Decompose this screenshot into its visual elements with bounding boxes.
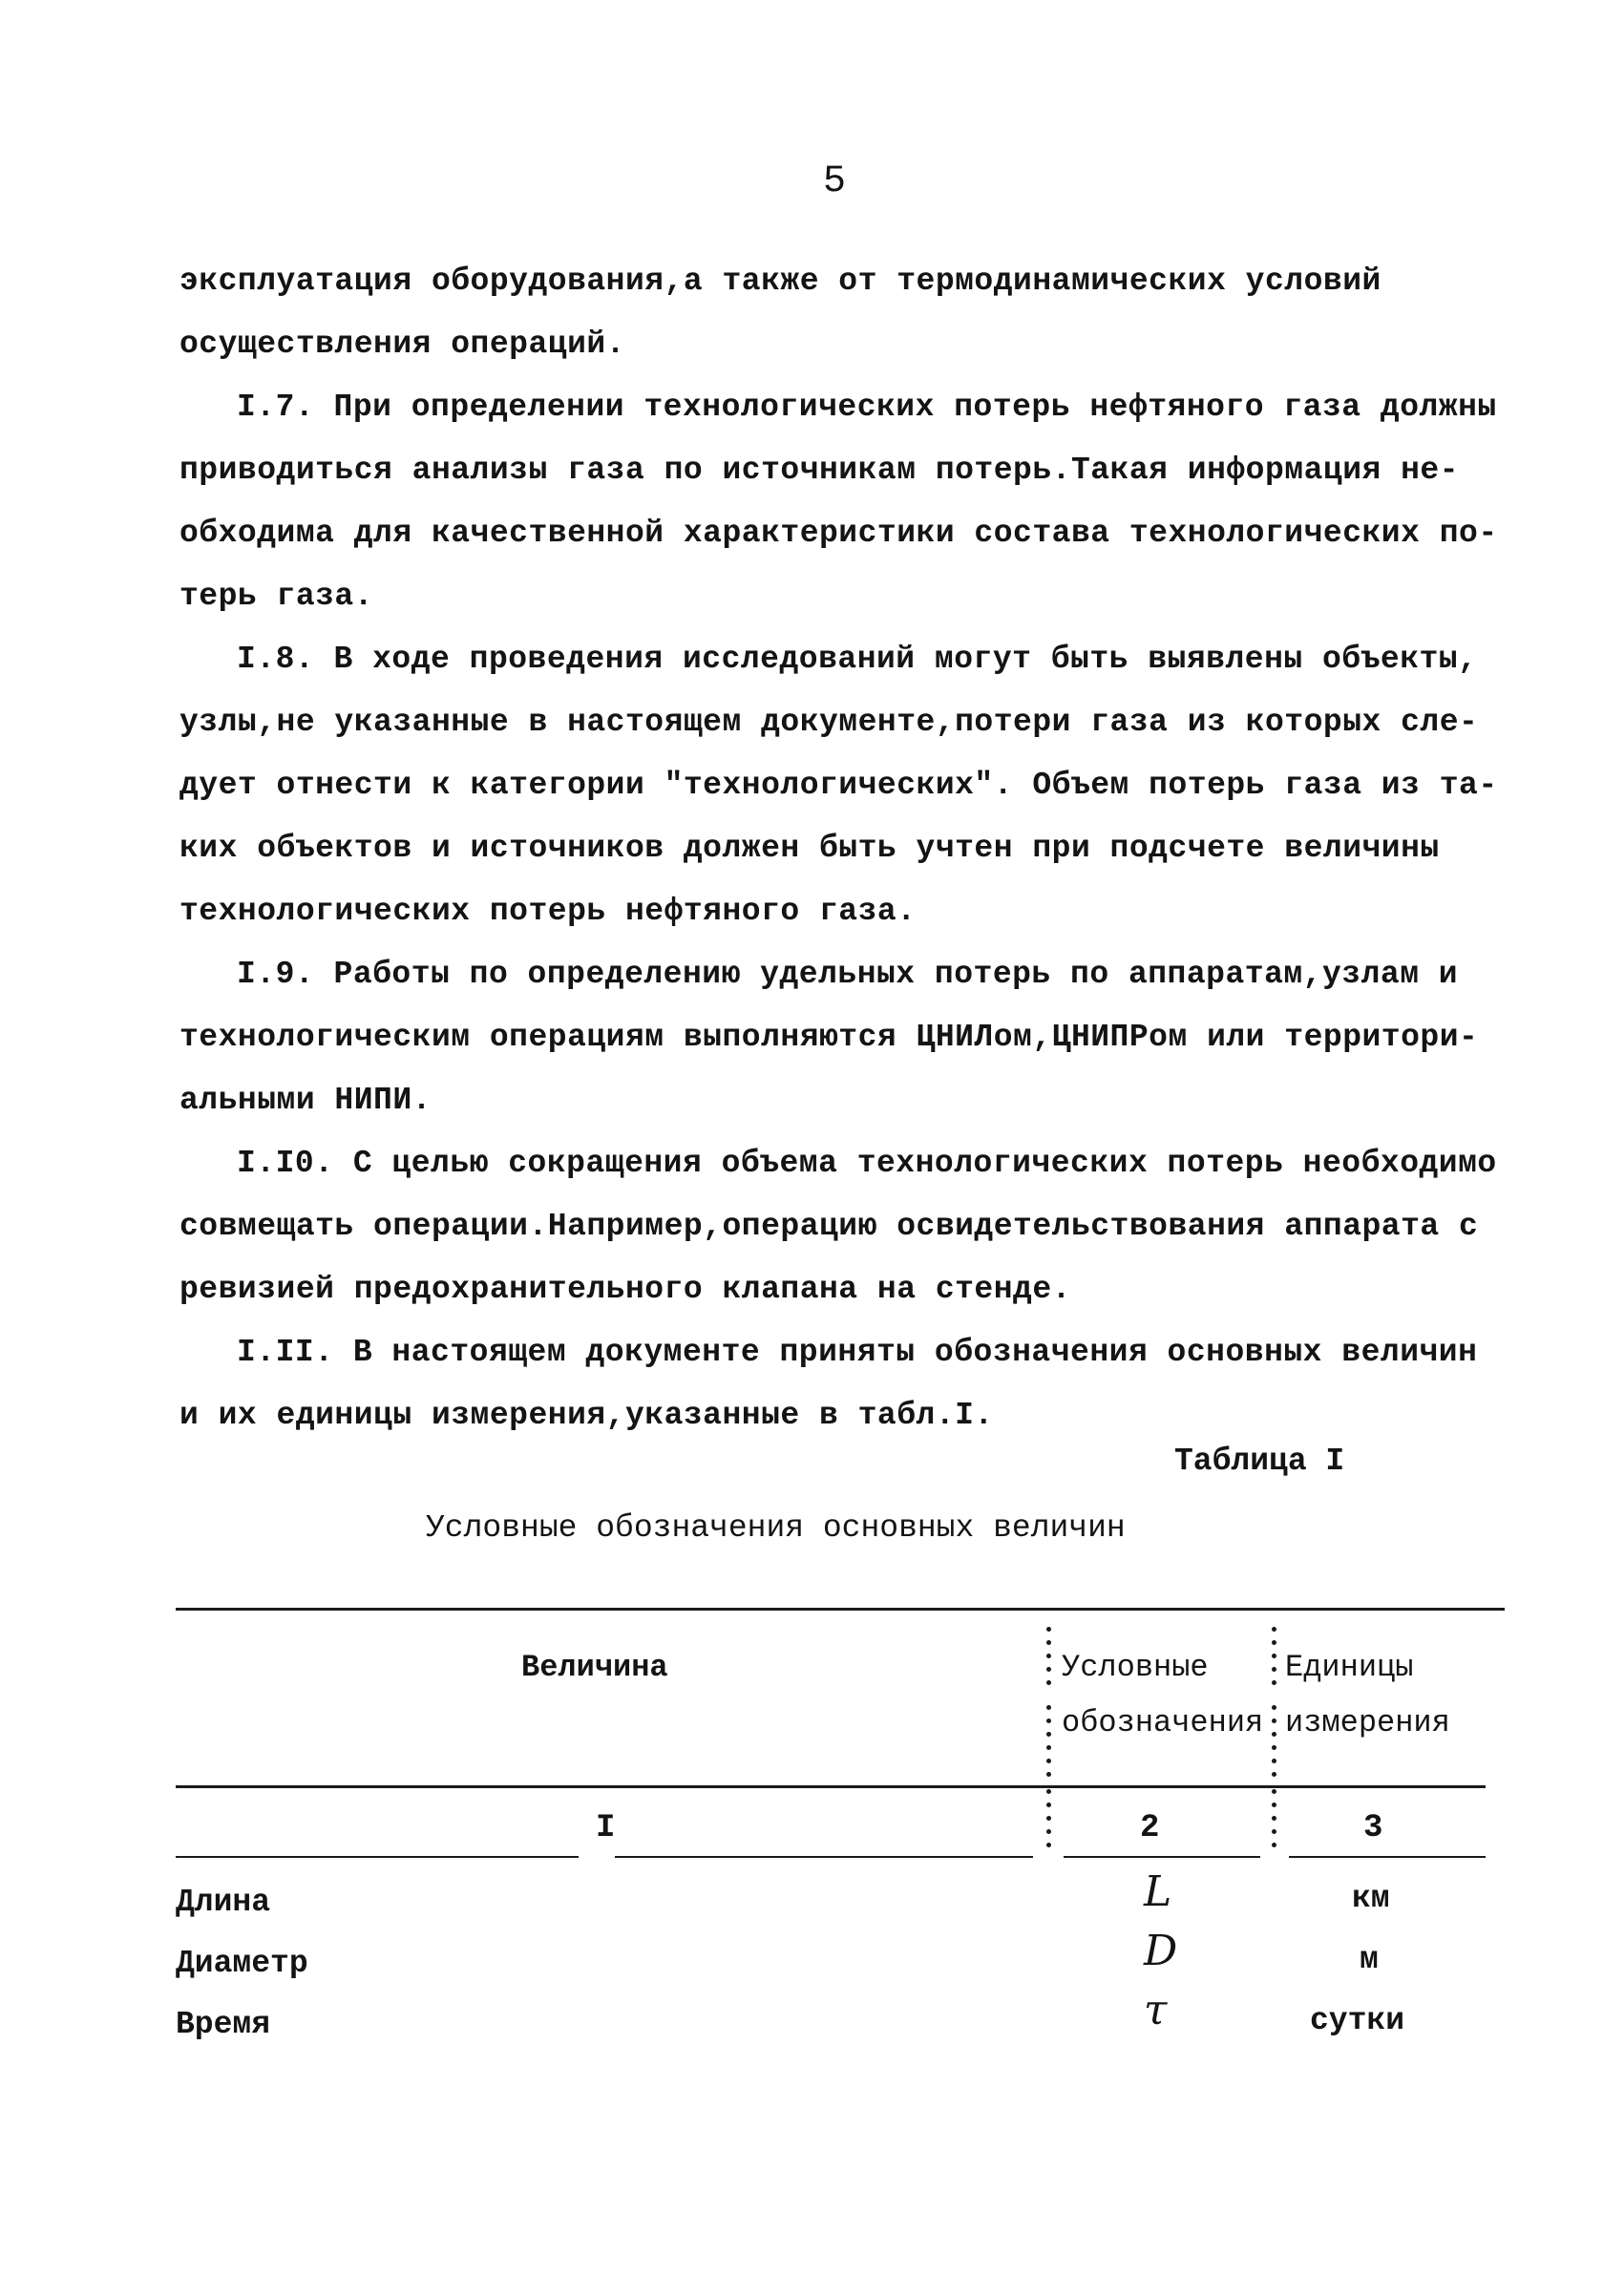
text-line: совмещать операции.Например,операцию освидетельствования аппарата с — [179, 1209, 1479, 1244]
column-separator — [1272, 1789, 1277, 1856]
text-line: I.II. В настоящем документе приняты обозначения основных величин — [237, 1335, 1478, 1370]
column-number-rule — [1064, 1856, 1260, 1858]
table-row-symbol: D — [1144, 1927, 1178, 1975]
table-row-name: Длина — [176, 1885, 271, 1920]
page-number: 5 — [823, 160, 847, 203]
text-line: I.9. Работы по определению удельных потерь по аппаратам,узлам и — [237, 957, 1459, 992]
table-row-symbol: τ — [1144, 1986, 1168, 2035]
table-row-unit: м — [1360, 1942, 1379, 1977]
table-row-symbol: L — [1144, 1867, 1172, 1916]
paragraph — [179, 250, 1497, 376]
paragraph — [179, 1321, 1497, 1447]
table-row-name: Время — [176, 2007, 271, 2042]
text-line: эксплуатация оборудования,а также от термодинамических условий — [179, 264, 1381, 299]
column-separator — [1272, 1627, 1277, 1694]
header-symbol-line2: обозначения — [1062, 1705, 1264, 1740]
units-table — [176, 1608, 1512, 2066]
text-line: дует отнести к категории "технологических". Объем потерь газа из та- — [179, 768, 1498, 803]
column-number-rule — [176, 1856, 579, 1858]
table-row-unit: км — [1352, 1881, 1390, 1916]
column-separator — [1046, 1705, 1052, 1785]
table-top-rule — [176, 1608, 1505, 1611]
paragraph — [179, 1132, 1497, 1321]
column-number-3: 3 — [1363, 1810, 1383, 1846]
table-header-rule — [176, 1785, 1486, 1788]
text-line: терь газа. — [179, 579, 374, 614]
column-number-rule — [1289, 1856, 1486, 1858]
text-line: ких объектов и источников должен быть учтен при подсчете величины — [179, 831, 1440, 866]
header-symbol-line1: Условные — [1062, 1650, 1209, 1685]
column-number-1: I — [596, 1810, 616, 1846]
text-line: альными НИПИ. — [179, 1083, 432, 1118]
text-line: ревизией предохранительного клапана на стенде. — [179, 1272, 1071, 1307]
text-line: технологических потерь нефтяного газа. — [179, 894, 917, 929]
header-unit-line1: Единицы — [1285, 1650, 1414, 1685]
paragraph — [179, 943, 1497, 1132]
column-number-2: 2 — [1140, 1810, 1160, 1846]
text-line: I.7. При определении технологических потерь нефтяного газа должны — [237, 390, 1497, 425]
text-line: технологическим операциям выполняются ЦНИЛом,ЦНИПРом или территори- — [179, 1020, 1479, 1055]
text-line: узлы,не указанные в настоящем документе,потери газа из которых сле- — [179, 705, 1479, 740]
column-separator — [1046, 1789, 1052, 1856]
text-line: обходима для качественной характеристики состава технологических по- — [179, 516, 1498, 551]
text-line: I.I0. С целью сокращения объема технологических потерь необходимо — [237, 1146, 1497, 1181]
paragraph — [179, 376, 1497, 628]
column-number-rule — [615, 1856, 1033, 1858]
header-quantity: Величина — [521, 1650, 668, 1685]
column-separator — [1046, 1627, 1052, 1694]
table-label: Таблица I — [1174, 1444, 1345, 1479]
column-separator — [1272, 1705, 1277, 1785]
table-row-name: Диаметр — [176, 1946, 308, 1981]
text-line: приводиться анализы газа по источникам потерь.Такая информация не- — [179, 453, 1460, 488]
text-line: I.8. В ходе проведения исследований могут быть выявлены объекты, — [237, 642, 1478, 677]
table-row-unit: сутки — [1310, 2003, 1405, 2038]
text-line: осуществления операций. — [179, 327, 625, 362]
text-line: и их единицы измерения,указанные в табл.I. — [179, 1398, 994, 1433]
body-text — [179, 250, 1497, 1447]
paragraph — [179, 628, 1497, 943]
header-unit-line2: измерения — [1285, 1705, 1450, 1740]
table-caption: Условные обозначения основных величин — [426, 1510, 1126, 1546]
